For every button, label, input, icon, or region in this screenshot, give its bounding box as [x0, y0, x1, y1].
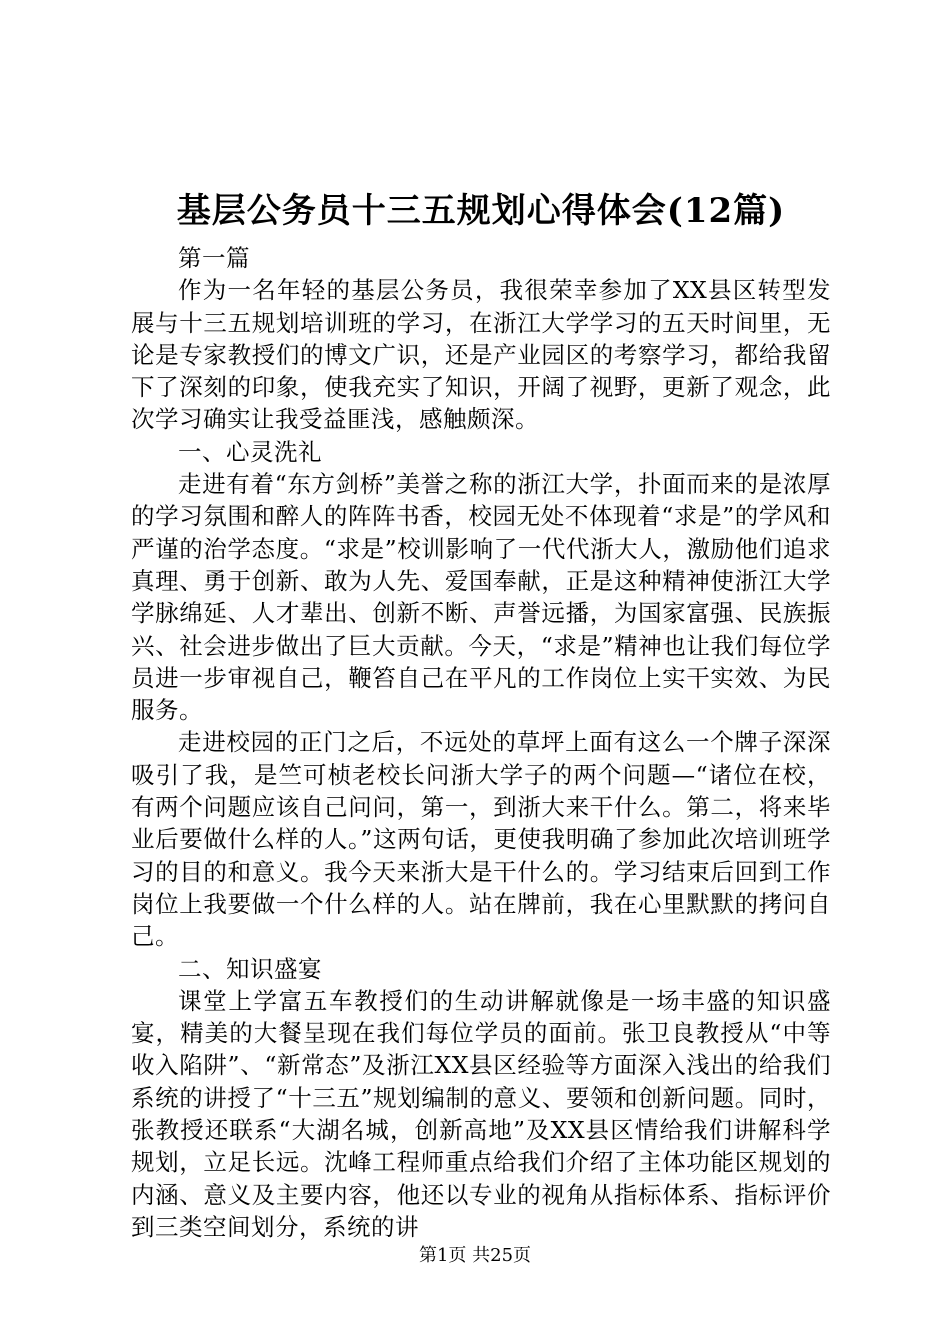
section-heading-knowledge: 二、知识盛宴: [178, 954, 322, 983]
document-title: 基层公务员十三五规划心得体会(12篇): [176, 191, 786, 231]
page-number-footer: 第1页 共25页: [418, 1245, 532, 1266]
paragraph-zju-spirit: 走进有着“东方剑桥”美誉之称的浙江大学，扑面而来的是浓厚的学习氛围和醉人的阵阵书香，校园无处不体现着“求是”的学风和严谨的治学态度。“求是”校训影响了一代代浙大人，激励他们追求真理、勇于创新、敢为人先、爱国奉献，正是这种精神使浙江大学学脉绵延、人才辈出、创新不断、声誉远播，为国家富强、民族振兴、社会进步做出了巨大贡献。今天，“求是”精神也让我们每位学员进一步审视自己，鞭笞自己在平凡的工作岗位上实干实效、为民服务。: [131, 470, 831, 725]
section-heading-soul: 一、心灵洗礼: [178, 437, 322, 466]
section-heading-part-one: 第一篇: [178, 244, 250, 272]
paragraph-intro: 作为一名年轻的基层公务员，我很荣幸参加了XX县区转型发展与十三五规划培训班的学习，在浙江大学学习的五天时间里，无论是专家教授们的博文广识，还是产业园区的考察学习，都给我留下了深刻的印象，使我充实了知识，开阔了视野，更新了观念，此次学习确实让我受益匪浅，感触颇深。: [131, 276, 831, 434]
document-page: [131, 186, 831, 1243]
paragraph-campus-sign: 走进校园的正门之后，不远处的草坪上面有这么一个牌子深深吸引了我，是竺可桢老校长问浙大学子的两个问题—“诸位在校，有两个问题应该自己问问，第一，到浙大来干什么。第二，将来毕业后要做什么样的人。”这两句话，更使我明确了参加此次培训班学习的目的和意义。我今天来浙大是干什么的。学习结束后回到工作岗位上我要做一个什么样的人。站在牌前，我在心里默默的拷问自己。: [131, 728, 831, 951]
paragraph-lectures: 课堂上学富五车教授们的生动讲解就像是一场丰盛的知识盛宴，精美的大餐呈现在我们每位学员的面前。张卫良教授从“中等收入陷阱”、“新常态”及浙江XX县区经验等方面深入浅出的给我们系统的讲授了“十三五”规划编制的意义、要领和创新问题。同时，张教授还联系“大湖名城，创新高地”及XX县区情给我们讲解科学规划，立足长远。沈峰工程师重点给我们介绍了主体功能区规划的内涵、意义及主要内容，他还以专业的视角从指标体系、指标评价到三类空间划分，系统的讲: [131, 986, 831, 1241]
